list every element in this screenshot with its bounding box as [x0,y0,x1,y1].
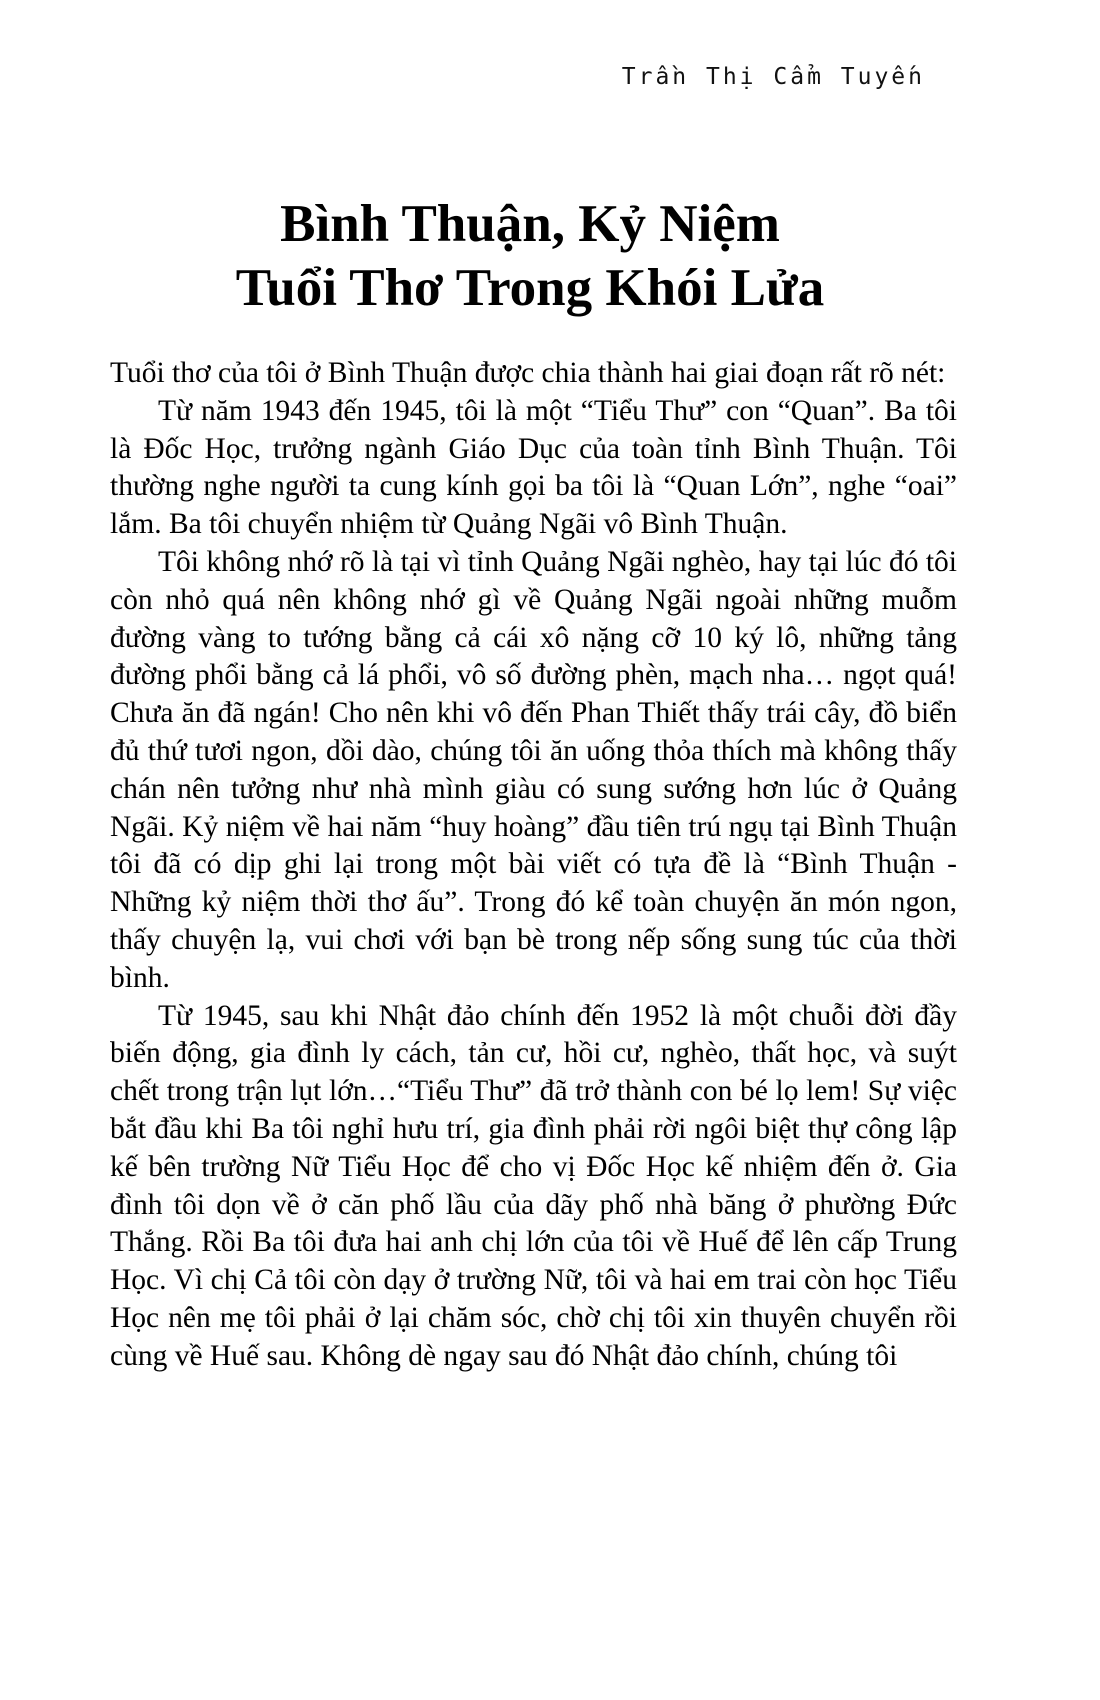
running-header-author: Trần Thị Cẩm Tuyến [621,64,925,90]
paragraph: Từ năm 1943 đến 1945, tôi là một “Tiểu Thư” con “Quan”. Ba tôi là Đốc Học, trưởng ngành Giáo Dục của toàn tỉnh Bình Thuận. Tôi thường nghe người ta cung kính gọi ba tôi là “Quan Lớn”, nghe “oai” lắm. Ba tôi chuyển nhiệm từ Quảng Ngãi vô Bình Thuận. [110,394,957,541]
paragraph: Tuổi thơ của tôi ở Bình Thuận được chia thành hai giai đoạn rất rõ nét: [110,357,946,389]
chapter-title [110,192,950,320]
chapter-title-line-2: Tuổi Thơ Trong Khói Lửa [235,259,825,317]
paragraph: Tôi không nhớ rõ là tại vì tỉnh Quảng Ngãi nghèo, hay tại lúc đó tôi còn nhỏ quá nên không nhớ gì về Quảng Ngãi ngoài những muỗm đường vàng to tướng bằng cả cái xô nặng cỡ 10 ký lô, những tảng đường phổi bằng cả lá phổi, vô số đường phèn, mạch nha… ngọt quá! Chưa ăn đã ngán! Cho nên khi vô đến Phan Thiết thấy trái cây, đồ biển đủ thứ tươi ngon, dồi dào, chúng tôi ăn uống thỏa thích mà không thấy chán nên tưởng như nhà mình giàu có sung sướng hơn lúc ở Quảng Ngãi. Kỷ niệm về hai năm “huy hoàng” đầu tiên trú ngụ tại Bình Thuận tôi đã có dịp ghi lại trong một bài viết có tựa đề là “Bình Thuận - Những kỷ niệm thời thơ ấu”. Trong đó kể toàn chuyện ăn món ngon, thấy chuyện lạ, vui chơi với bạn bè trong nếp sống sung túc của thời bình. [110,545,957,994]
body-text [110,355,957,1376]
chapter-title-line-1: Bình Thuận, Kỷ Niệm [280,195,780,253]
paragraph: Từ 1945, sau khi Nhật đảo chính đến 1952 là một chuỗi đời đầy biến động, gia đình ly cách, tản cư, hồi cư, nghèo, thất học, và suýt chết trong trận lụt lớn…“Tiểu Thư” đã trở thành con bé lọ lem! Sự việc bắt đầu khi Ba tôi nghỉ hưu trí, gia đình phải rời ngôi biệt thự công lập kế bên trường Nữ Tiểu Học để cho vị Đốc Học kế nhiệm đến ở. Gia đình tôi dọn về ở căn phố lầu của dãy phố nhà băng ở phường Đức Thắng. Rồi Ba tôi đưa hai anh chị lớn của tôi về Huế để lên cấp Trung Học. Vì chị Cả tôi còn dạy ở trường Nữ, tôi và hai em trai còn học Tiểu Học nên mẹ tôi phải ở lại chăm sóc, chờ chị tôi xin thuyên chuyển rồi cùng về Huế sau. Không dè ngay sau đó Nhật đảo chính, chúng tôi [110,999,957,1372]
